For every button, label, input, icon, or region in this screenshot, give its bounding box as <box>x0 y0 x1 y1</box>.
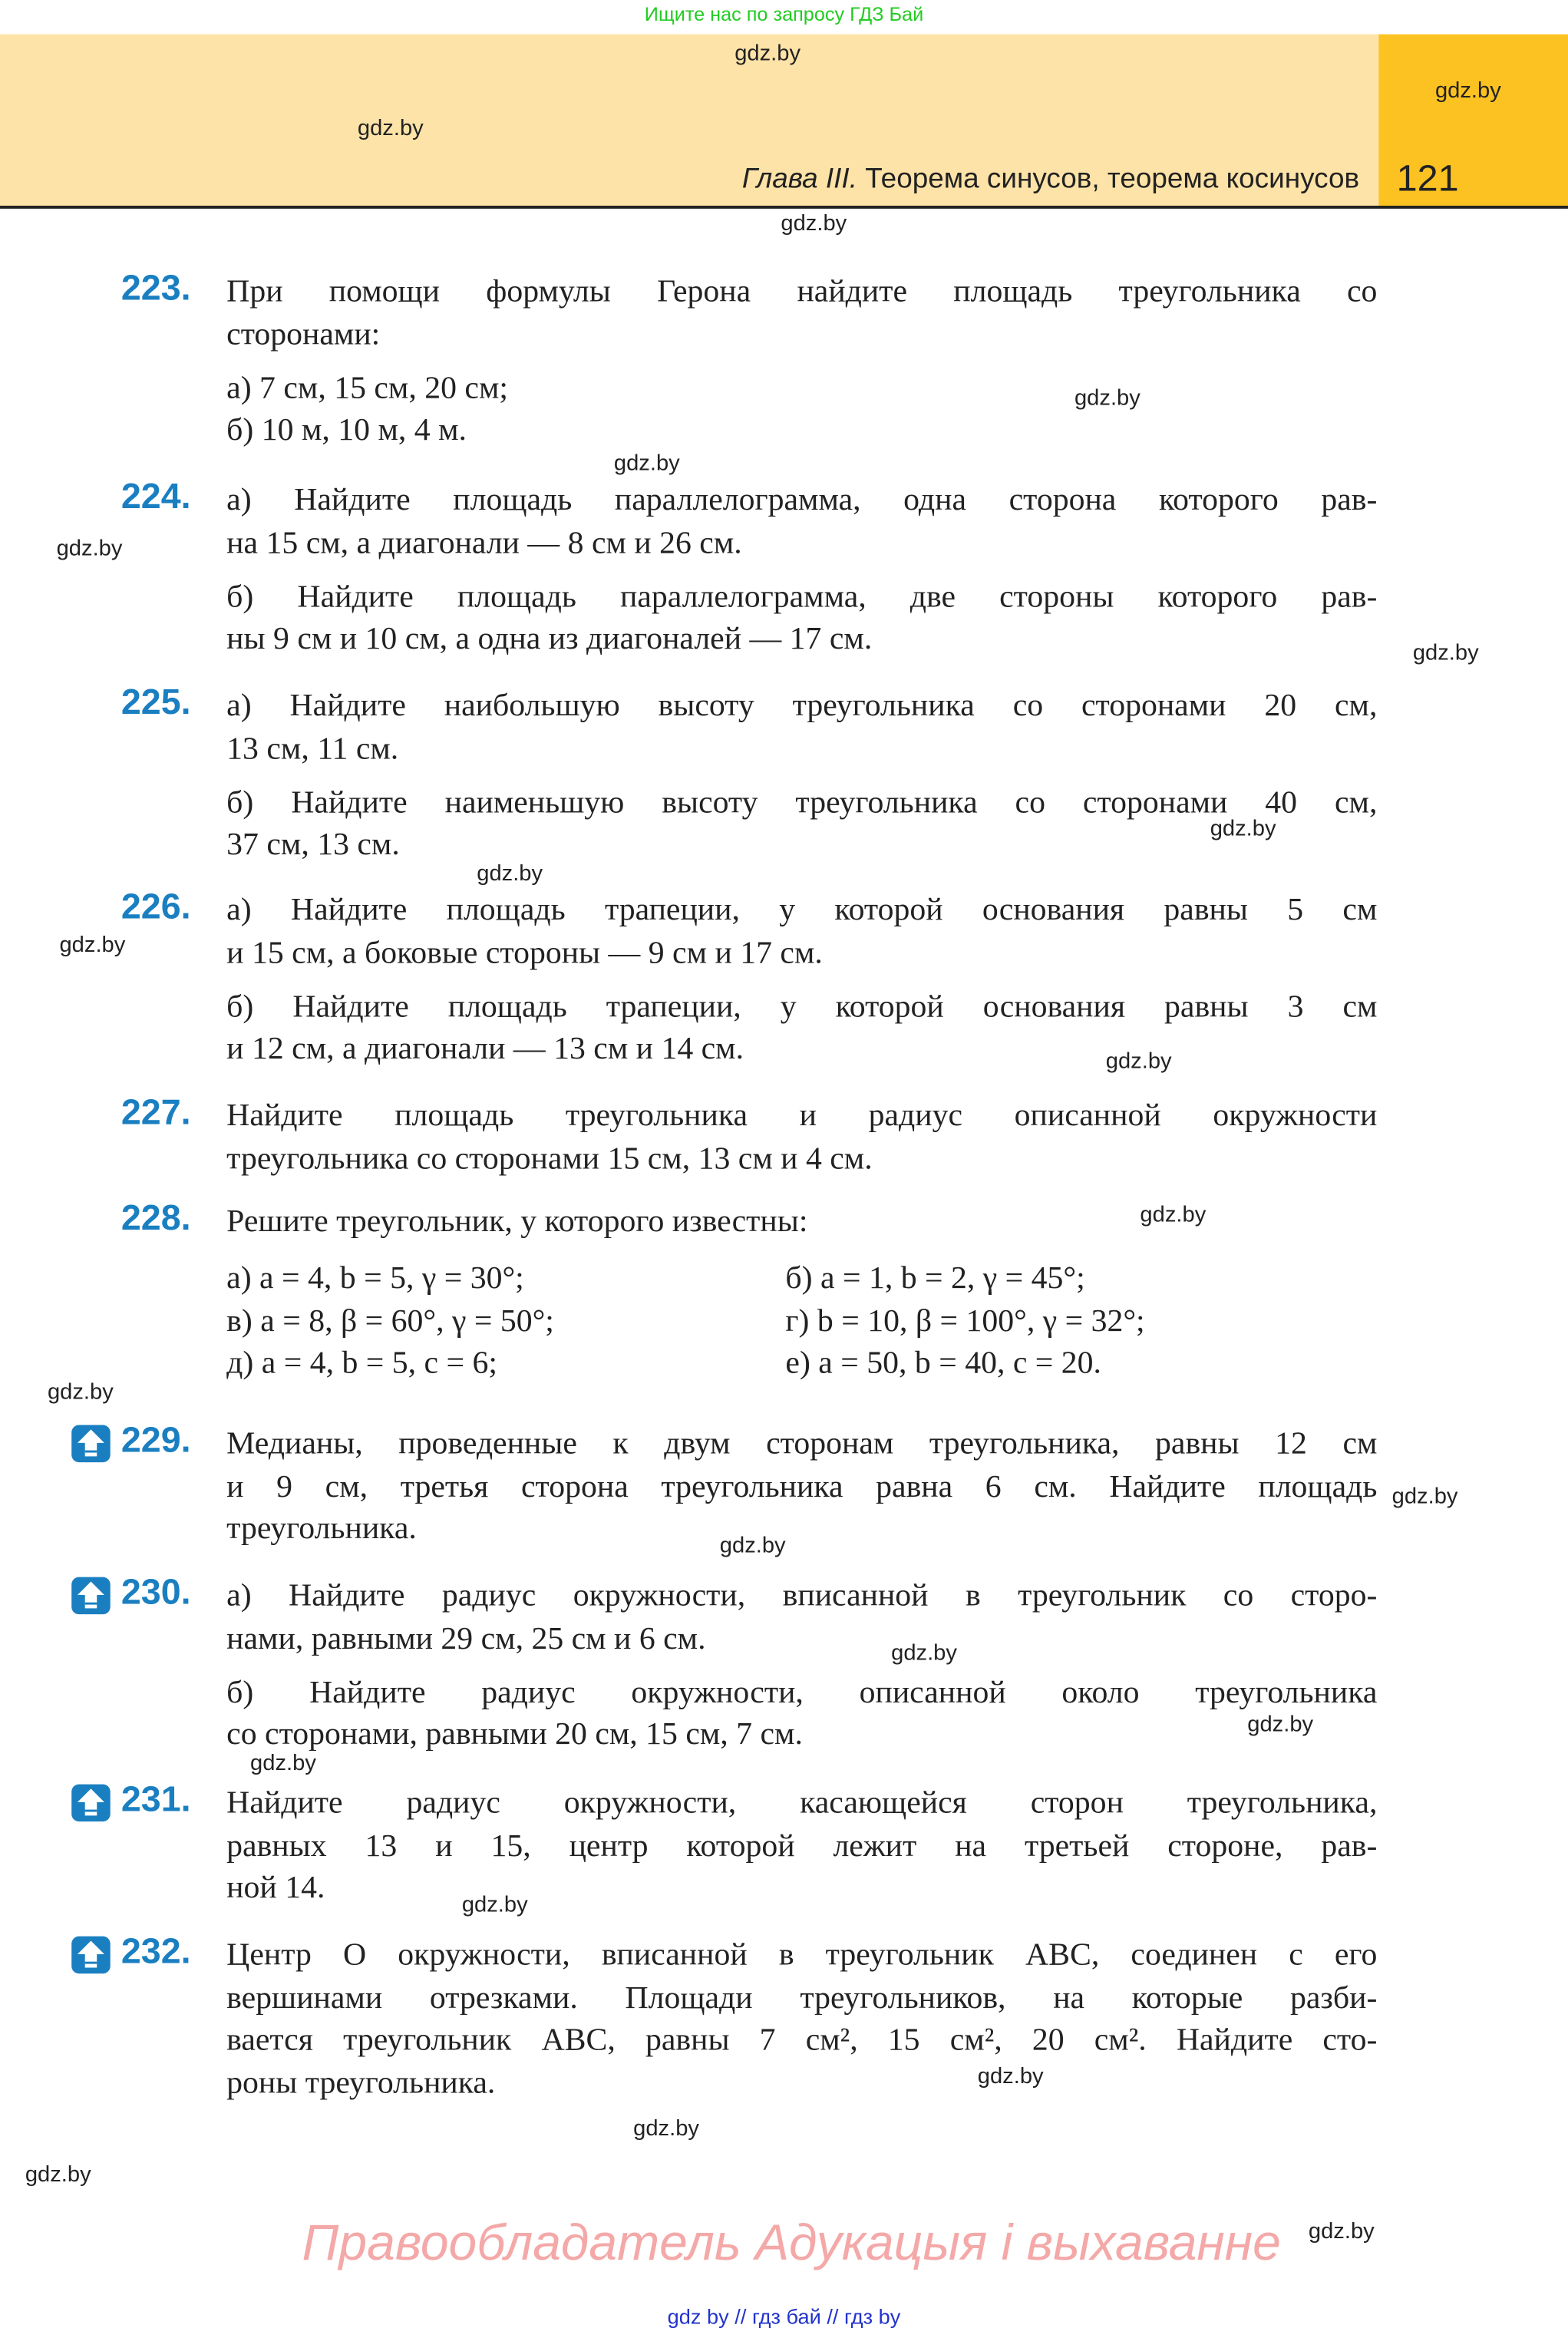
text-line: Найдите радиус окружности, касающейся сторон треугольника, <box>226 1784 1378 1821</box>
watermark: gdz.by <box>1105 1048 1172 1075</box>
watermark: gdz.by <box>1210 816 1276 842</box>
watermark: gdz.by <box>56 536 123 562</box>
text-line: сторонами: <box>226 315 381 352</box>
problem-text <box>226 270 1377 451</box>
watermark: gdz.by <box>1247 1712 1314 1738</box>
problem-text <box>226 684 1377 865</box>
chapter-label: Глава III. <box>741 163 857 196</box>
problem-number: 224. <box>120 477 191 517</box>
header-divider <box>0 206 1568 209</box>
problem-paragraph <box>226 888 1377 973</box>
option-item: г) b = 10, β = 100°, γ = 32°; <box>785 1302 1145 1338</box>
watermark: gdz.by <box>613 451 680 477</box>
watermark: gdz.by <box>719 1533 786 1559</box>
problem-paragraph <box>226 270 1377 355</box>
text-line: вершинами отрезками. Площади треугольников, на которые разби- <box>226 1979 1378 2015</box>
watermark: gdz.by <box>1308 2218 1375 2244</box>
problem-paragraph <box>226 1422 1377 1550</box>
watermark: gdz.by <box>47 1379 114 1405</box>
problem-paragraph <box>226 1094 1377 1179</box>
problem-text <box>226 1782 1377 1909</box>
text-line: б) 10 м, 10 м, 4 м. <box>226 411 467 447</box>
text-line: роны треугольника. <box>226 2063 496 2100</box>
watermark: gdz.by <box>25 2161 91 2188</box>
text-line: 37 см, 13 см. <box>226 825 400 862</box>
text-line: со сторонами, равными 20 см, 15 см, 7 см. <box>226 1716 803 1752</box>
watermark: gdz.by <box>59 932 126 958</box>
text-line: а) Найдите наибольшую высоту треугольника со сторонами 20 см, <box>226 687 1378 723</box>
problem-number: 229. <box>120 1420 191 1461</box>
problem-number: 230. <box>120 1572 191 1613</box>
option-item: е) a = 50, b = 40, c = 20. <box>785 1344 1101 1381</box>
chapter-name: Теорема синусов, теорема косинусов <box>857 163 1360 196</box>
problem-number: 225. <box>120 682 191 723</box>
footer-links[interactable]: gdz by // гдз бай // гдз by <box>667 2304 901 2329</box>
page-number: 121 <box>1396 157 1459 200</box>
text-line: треугольника. <box>226 1510 417 1546</box>
text-line: треугольника со сторонами 15 см, 13 см и 4 см. <box>226 1139 873 1176</box>
text-line: а) Найдите площадь трапеции, у которой основания равны 5 см <box>226 891 1378 927</box>
text-line: и 12 см, а диагонали — 13 см и 14 см. <box>226 1029 744 1066</box>
problem-paragraph <box>226 366 1377 451</box>
watermark: gdz.by <box>250 1750 316 1776</box>
watermark: gdz.by <box>1391 1484 1458 1510</box>
problem-text <box>226 1422 1377 1550</box>
watermark: gdz.by <box>1140 1202 1207 1228</box>
watermark: gdz.by <box>977 2063 1044 2089</box>
problem-paragraph <box>226 684 1377 769</box>
problem-number: 228. <box>120 1198 191 1239</box>
text-line: Медианы, проведенные к двум сторонам треугольника, равны 12 см <box>226 1425 1378 1461</box>
problem-paragraph <box>226 478 1377 563</box>
watermark: gdz.by <box>1074 385 1141 411</box>
problem-number: 226. <box>120 887 191 927</box>
problem-paragraph <box>226 1933 1377 2103</box>
problem-text <box>226 1200 1377 1384</box>
text-line: б) Найдите площадь трапеции, у которой основания равны 3 см <box>226 987 1378 1024</box>
problem-paragraph <box>226 1670 1377 1755</box>
text-line: Центр O окружности, вписанной в треугольник ABC, соединен с его <box>226 1936 1378 1973</box>
search-hint: Ищите нас по запросу ГДЗ Бай <box>644 2 924 26</box>
problem-paragraph <box>226 781 1377 866</box>
watermark: gdz.by <box>1434 78 1501 104</box>
problem-number: 232. <box>120 1931 191 1973</box>
watermark: gdz.by <box>734 41 801 67</box>
problem-paragraph <box>226 575 1377 660</box>
text-line: ны 9 см и 10 см, а одна из диагоналей — 17 см. <box>226 619 873 656</box>
problem-text <box>226 1094 1377 1179</box>
problem-number: 223. <box>120 268 191 309</box>
option-item: б) a = 1, b = 2, γ = 45°; <box>785 1259 1085 1296</box>
text-line: Решите треугольник, у которого известны: <box>226 1203 808 1239</box>
text-line: б) Найдите наименьшую высоту треугольника со сторонами 40 см, <box>226 783 1378 820</box>
problem-paragraph <box>226 1782 1377 1909</box>
option-item: в) a = 8, β = 60°, γ = 50°; <box>226 1302 554 1338</box>
problem-text <box>226 1933 1377 2103</box>
watermark: gdz.by <box>891 1640 957 1666</box>
text-line: вается треугольник ABC, равны 7 см², 15 см², 20 см². Найдите сто- <box>226 2021 1378 2057</box>
option-item: а) a = 4, b = 5, γ = 30°; <box>226 1259 524 1296</box>
text-line: б) Найдите площадь параллелограмма, две стороны которого рав- <box>226 577 1378 614</box>
problem-number: 227. <box>120 1092 191 1133</box>
text-line: а) Найдите площадь параллелограмма, одна сторона которого рав- <box>226 481 1378 517</box>
text-line: а) 7 см, 15 см, 20 см; <box>226 368 508 405</box>
text-line: нами, равными 29 см, 25 см и 6 см. <box>226 1619 706 1656</box>
watermark: gdz.by <box>633 2115 699 2142</box>
text-line: на 15 см, а диагонали — 8 см и 26 см. <box>226 523 742 560</box>
option-item: д) a = 4, b = 5, c = 6; <box>226 1344 497 1381</box>
problem-text <box>226 478 1377 659</box>
text-line: ной 14. <box>226 1869 325 1905</box>
text-line: и 15 см, а боковые стороны — 9 см и 17 см. <box>226 933 823 970</box>
watermark: gdz.by <box>461 1892 528 1918</box>
problem-number: 231. <box>120 1779 191 1821</box>
text-line: и 9 см, третья сторона треугольника равна 6 см. Найдите площадь <box>226 1467 1378 1504</box>
problem-paragraph <box>226 1574 1377 1659</box>
text-line: Найдите площадь треугольника и радиус описанной окружности <box>226 1097 1378 1133</box>
watermark: gdz.by <box>781 210 847 236</box>
text-line: 13 см, 11 см. <box>226 729 399 766</box>
text-line: а) Найдите радиус окружности, вписанной в треугольник со сторо- <box>226 1577 1378 1613</box>
chapter-title <box>742 164 1359 197</box>
watermark: gdz.by <box>477 860 543 887</box>
answer-options <box>226 1257 1377 1384</box>
problem-paragraph <box>226 985 1377 1070</box>
problem-text <box>226 888 1377 1069</box>
problem-text <box>226 1574 1377 1755</box>
text-line: При помощи формулы Герона найдите площадь треугольника со <box>226 272 1378 309</box>
watermark: gdz.by <box>357 115 424 141</box>
text-line: равных 13 и 15, центр которой лежит на третьей стороне, рав- <box>226 1826 1378 1863</box>
copyright-notice: Правообладатель Адукацыя і выхаванне <box>302 2214 1281 2272</box>
watermark: gdz.by <box>1412 640 1479 666</box>
text-line: б) Найдите радиус окружности, описанной около треугольника <box>226 1673 1378 1709</box>
